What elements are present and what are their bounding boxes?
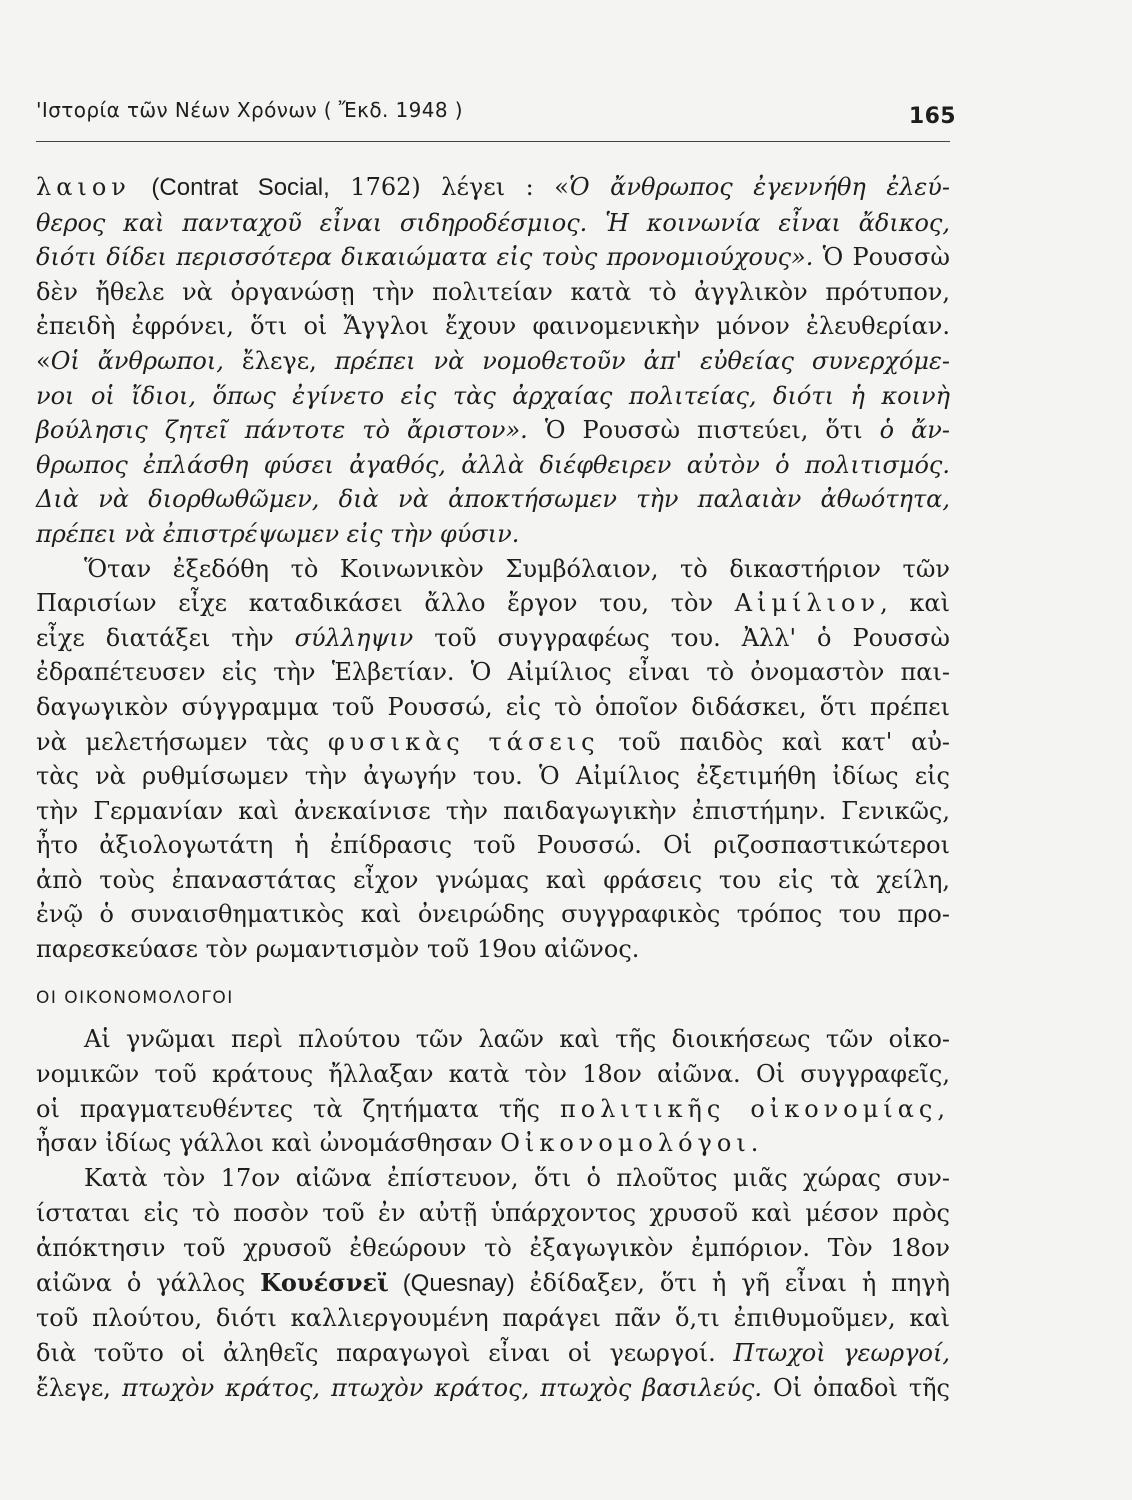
spaced-word: Οἰκονομολόγοι.	[500, 1129, 764, 1158]
text-span: τοῦ συγγραφέως του. Ἀλλ' ὁ Ρουσσὼ	[413, 623, 950, 652]
text-line	[36, 170, 950, 206]
italic-quote: βούλησις ζητεῖ πάντοτε τὸ ἄριστον».	[36, 416, 528, 445]
text-line	[36, 1126, 950, 1161]
page-number: 165	[908, 104, 956, 129]
spaced-word: Αἰμίλιον	[734, 589, 881, 618]
text-span: Ὁ Ρουσσὼ πιστεύει, ὅτι	[527, 416, 880, 445]
italic-quote: διότι δίδει περισσότερα δικαιώματα εἰς τοὺς προνομιούχους».	[36, 243, 814, 272]
text-line: θερος καὶ πανταχοῦ εἶναι σιδηροδέσμιος. Ἡ κοινωνία εἶναι ἄδικος,	[36, 208, 950, 237]
text-line: πρέπει νὰ ἐπιστρέψωμεν εἰς τὴν φύσιν.	[36, 519, 520, 548]
italic-quote: πτωχὸν κράτος, πτωχὸν κράτος, πτωχὸς βασιλεύς.	[121, 1373, 762, 1402]
text-span: ἔλεγε,	[223, 346, 335, 375]
italic-quote: πρέπει νὰ νομοθετοῦν ἀπ' εὐθείας συνερχόμε-	[334, 346, 950, 375]
text-line	[36, 413, 950, 448]
paragraph-economists	[36, 1022, 950, 1406]
text-span: εἶχε διατάξει τὴν	[36, 623, 295, 652]
text-span: Παρισίων εἶχε καταδικάσει ἄλλο ἔργον του, τὸν	[36, 589, 735, 618]
text-line	[36, 1336, 950, 1371]
text-line: ἀπόκτησιν τοῦ χρυσοῦ ἐθεώρουν τὸ ἐξαγωγικὸν ἐμπόριον. Τὸν 18ον	[36, 1233, 950, 1262]
italic-word: σύλληψιν	[294, 623, 414, 652]
text-span: Οἱ ὀπαδοὶ τῆς	[761, 1373, 950, 1402]
text-line: ἐδραπέτευσεν εἰς τὴν Ἑλβετίαν. Ὁ Αἰμίλιος εἶναι τὸ ὀνομαστὸν παι-	[36, 658, 950, 687]
text-line: θρωπος ἐπλάσθη φύσει ἀγαθός, ἀλλὰ διέφθειρεν αὐτὸν ὁ πολιτισμός.	[36, 450, 950, 479]
italic-quote: Οἱ ἄνθρωποι,	[50, 346, 224, 375]
text-line: παρεσκεύασε τὸν ρωμαντισμὸν τοῦ 19ου αἰῶνος.	[36, 935, 640, 964]
text-span: 1762) λέγει : «	[350, 173, 569, 201]
text-line: Αἱ γνῶμαι περὶ πλούτου τῶν λαῶν καὶ τῆς διοικήσεως τῶν οἰκο-	[84, 1025, 950, 1053]
text-line	[36, 621, 950, 656]
running-header	[36, 98, 956, 129]
text-span: , καὶ	[880, 589, 951, 618]
text-span: νὰ μελετήσωμεν τὰς	[36, 727, 328, 756]
text-line: Κατὰ τὸν 17ον αἰῶνα ἐπίστευον, ὅτι ὁ πλοῦτος μιᾶς χώρας συν-	[84, 1164, 950, 1193]
text-span: ἔλεγε,	[36, 1373, 122, 1402]
text-line: ἐπειδὴ ἐφρόνει, ὅτι οἱ Ἄγγλοι ἔχουν φαινομενικὴν μόνον ἐλευθερίαν.	[36, 312, 950, 341]
text-line: τὰς νὰ ρυθμίσωμεν τὴν ἀγωγήν του. Ὁ Αἰμίλιος ἐξετιμήθη ἰδίως εἰς	[36, 762, 950, 791]
text-line: νοι οἱ ἴδιοι, ὅπως ἐγίνετο εἰς τὰς ἀρχαίας πολιτείας, διότι ἡ κοινὴ	[36, 381, 950, 410]
text-span: ἐδίδαξεν, ὅτι ἡ γῆ εἶναι ἡ πηγὴ	[514, 1268, 950, 1297]
text-span: διὰ τοῦτο οἱ ἀληθεῖς παραγωγοὶ εἶναι οἱ γεωργοί.	[36, 1339, 734, 1368]
text-line: δὲν ἤθελε νὰ ὀργανώσῃ τὴν πολιτείαν κατὰ τὸ ἀγγλικὸν πρότυπον,	[36, 277, 950, 306]
text-span: οἱ πραγματευθέντες τὰ ζητήματα τῆς	[36, 1094, 560, 1123]
italic-quote: Πτωχοὶ γεωργοί,	[733, 1339, 950, 1368]
text-line: ἐνῷ ὁ συναισθηματικὸς καὶ ὀνειρώδης συγγραφικὸς τρόπος του προ-	[36, 900, 950, 929]
text-span: Ὁ Ρουσσὼ	[813, 243, 950, 272]
spaced-word: φυσικὰς τάσεις	[327, 727, 600, 756]
text-line	[36, 586, 950, 621]
text-line	[36, 344, 950, 379]
text-line: ἦτο ἀξιολογωτάτη ἡ ἐπίδρασις τοῦ Ρουσσώ. Οἱ ριζοσπαστικώτεροι	[36, 831, 950, 860]
text-line: Ὅταν ἐξεδόθη τὸ Κοινωνικὸν Συμβόλαιον, τὸ δικαστήριον τῶν	[84, 554, 950, 583]
header-rule	[36, 141, 950, 142]
quesnay-latin: (Quesnay)	[388, 1269, 515, 1297]
text-line	[36, 1092, 950, 1127]
text-line: τοῦ πλούτου, διότι καλλιεργουμένη παράγει πᾶν ὅ,τι ἐπιθυμοῦμεν, καὶ	[36, 1304, 950, 1333]
text-span: αἰῶνα ὁ γάλλος	[36, 1268, 261, 1297]
text-line	[36, 1371, 950, 1406]
text-line: ίσταται εἰς τὸ ποσὸν τοῦ ἐν αὐτῇ ὑπάρχοντος χρυσοῦ καὶ μέσον πρὸς	[36, 1198, 950, 1227]
spaced-word: λαιον	[36, 173, 131, 201]
spaced-word: πολιτικῆς οἰκονομίας,	[559, 1094, 950, 1123]
text-line	[36, 240, 950, 275]
italic-quote: Ὁ ἄνθρωπος ἐγεννήθη ἐλεύ-	[568, 173, 950, 201]
text-span: «	[36, 346, 51, 375]
text-line	[36, 1266, 950, 1302]
section-heading: ΟΙ ΟΙΚΟΝΟΜΟΛΟΓΟΙ	[36, 988, 234, 1008]
text-line: τὴν Γερμανίαν καὶ ἀνεκαίνισε τὴν παιδαγωγικὴν ἐπιστήμην. Γενικῶς,	[36, 796, 950, 825]
paragraph-rousseau-social-contract	[36, 170, 950, 967]
text-line: νομικῶν τοῦ κράτους ἤλλαξαν κατὰ τὸν 18ον αἰῶνα. Οἱ συγγραφεῖς,	[36, 1059, 950, 1088]
italic-quote: ὁ ἄν-	[879, 416, 951, 445]
header-title: 'Ιστορία τῶν Νέων Χρόνων ( Ἔκδ. 1948 )	[36, 98, 463, 122]
text-line: δαγωγικὸν σύγγραμμα τοῦ Ρουσσώ, εἰς τὸ ὁποῖον διδάσκει, ὅτι πρέπει	[36, 692, 950, 721]
text-span: τοῦ παιδὸς καὶ κατ' αὐ-	[599, 727, 951, 756]
quesnay-greek: Κουέσνεϊ	[260, 1267, 389, 1297]
contrat-social-title: (Contrat Social,	[151, 174, 330, 201]
text-span: ἦσαν ἰδίως γάλλοι καὶ ὠνομάσθησαν	[36, 1129, 501, 1158]
text-line: Διὰ νὰ διορθωθῶμεν, διὰ νὰ ἀποκτήσωμεν τὴν παλαιὰν ἀθωότητα,	[36, 485, 950, 514]
text-line: ἀπὸ τοὺς ἐπαναστάτας εἶχον γνώμας καὶ φράσεις του εἰς τὰ χείλη,	[36, 865, 950, 894]
text-line	[36, 725, 950, 760]
